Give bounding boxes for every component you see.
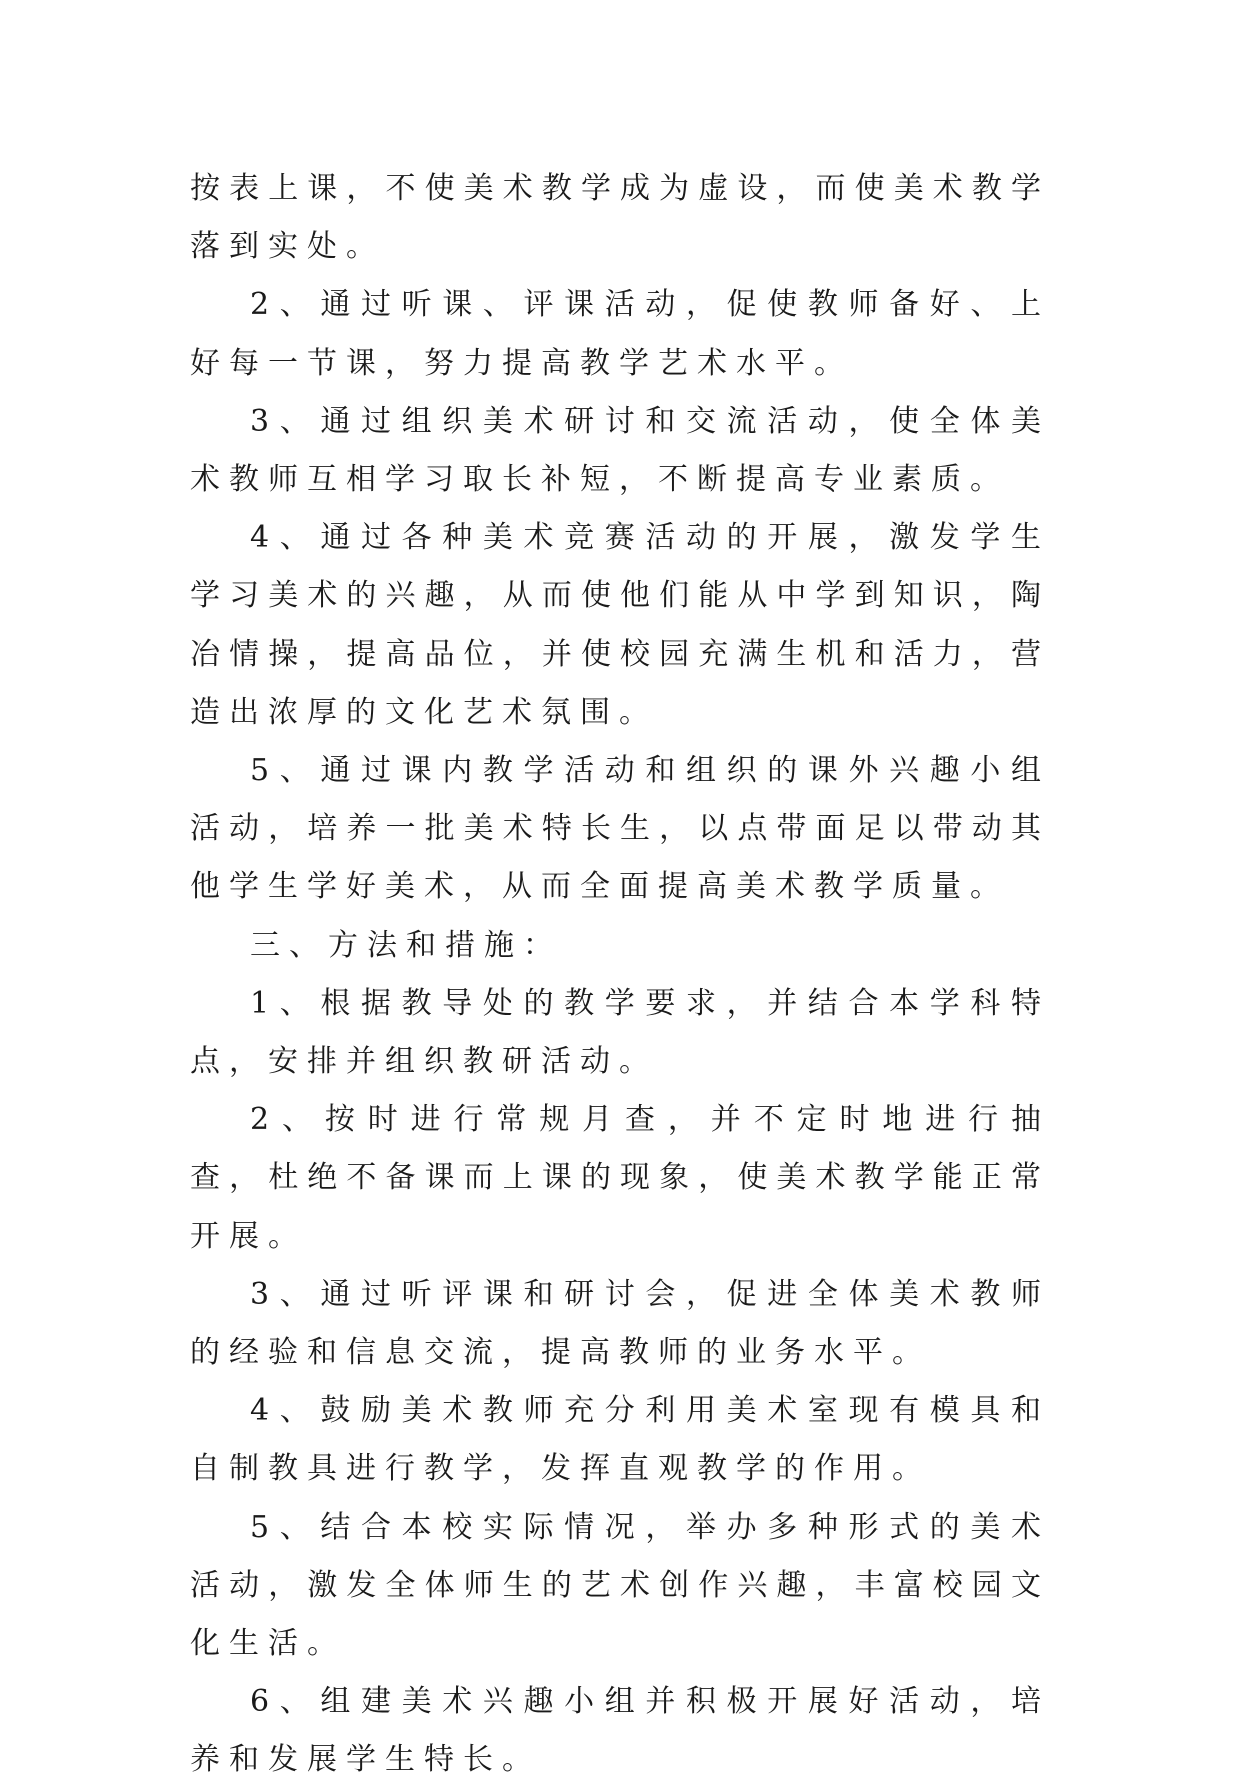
document-body [190,160,1050,1790]
section-heading-methods: 三、方法和措施： [250,927,562,963]
paragraph-item-4-competitions: 4、通过各种美术竞赛活动的开展，激发学生学习美术的兴趣，从而使他们能从中学到知识，陶冶情操，提高品位，并使校园充满生机和活力，营造出浓厚的文化艺术氛围。 [190,520,1050,730]
paragraph-method-2: 2、按时进行常规月查，并不定时地进行抽查，杜绝不备课而上课的现象，使美术教学能正常开展。 [190,1102,1050,1254]
paragraph-item-5-interest-groups: 5、通过课内教学活动和组织的课外兴趣小组活动，培养一批美术特长生，以点带面足以带动其他学生学好美术，从而全面提高美术教学质量。 [190,753,1050,905]
paragraph-method-5: 5、结合本校实际情况，举办多种形式的美术活动，激发全体师生的艺术创作兴趣，丰富校园文化生活。 [190,1509,1050,1662]
paragraph-continuation: 按表上课，不使美术教学成为虚设，而使美术教学落到实处。 [190,171,1050,265]
paragraph-item-3-seminars: 3、通过组织美术研讨和交流活动，使全体美术教师互相学习取长补短，不断提高专业素质。 [190,403,1050,498]
paragraph-method-4: 4、鼓励美术教师充分利用美术室现有模具和自制教具进行教学，发挥直观教学的作用。 [190,1393,1050,1487]
paragraph-item-2-lessons: 2、通过听课、评课活动，促使教师备好、上好每一节课，努力提高教学艺术水平。 [190,287,1050,381]
paragraph-method-1: 1、根据教导处的教学要求，并结合本学科特点，安排并组织教研活动。 [190,985,1050,1080]
paragraph-method-3: 3、通过听评课和研讨会，促进全体美术教师的经验和信息交流，提高教师的业务水平。 [190,1276,1050,1371]
paragraph-method-6: 6、组建美术兴趣小组并积极开展好活动，培养和发展学生特长。 [190,1684,1050,1778]
